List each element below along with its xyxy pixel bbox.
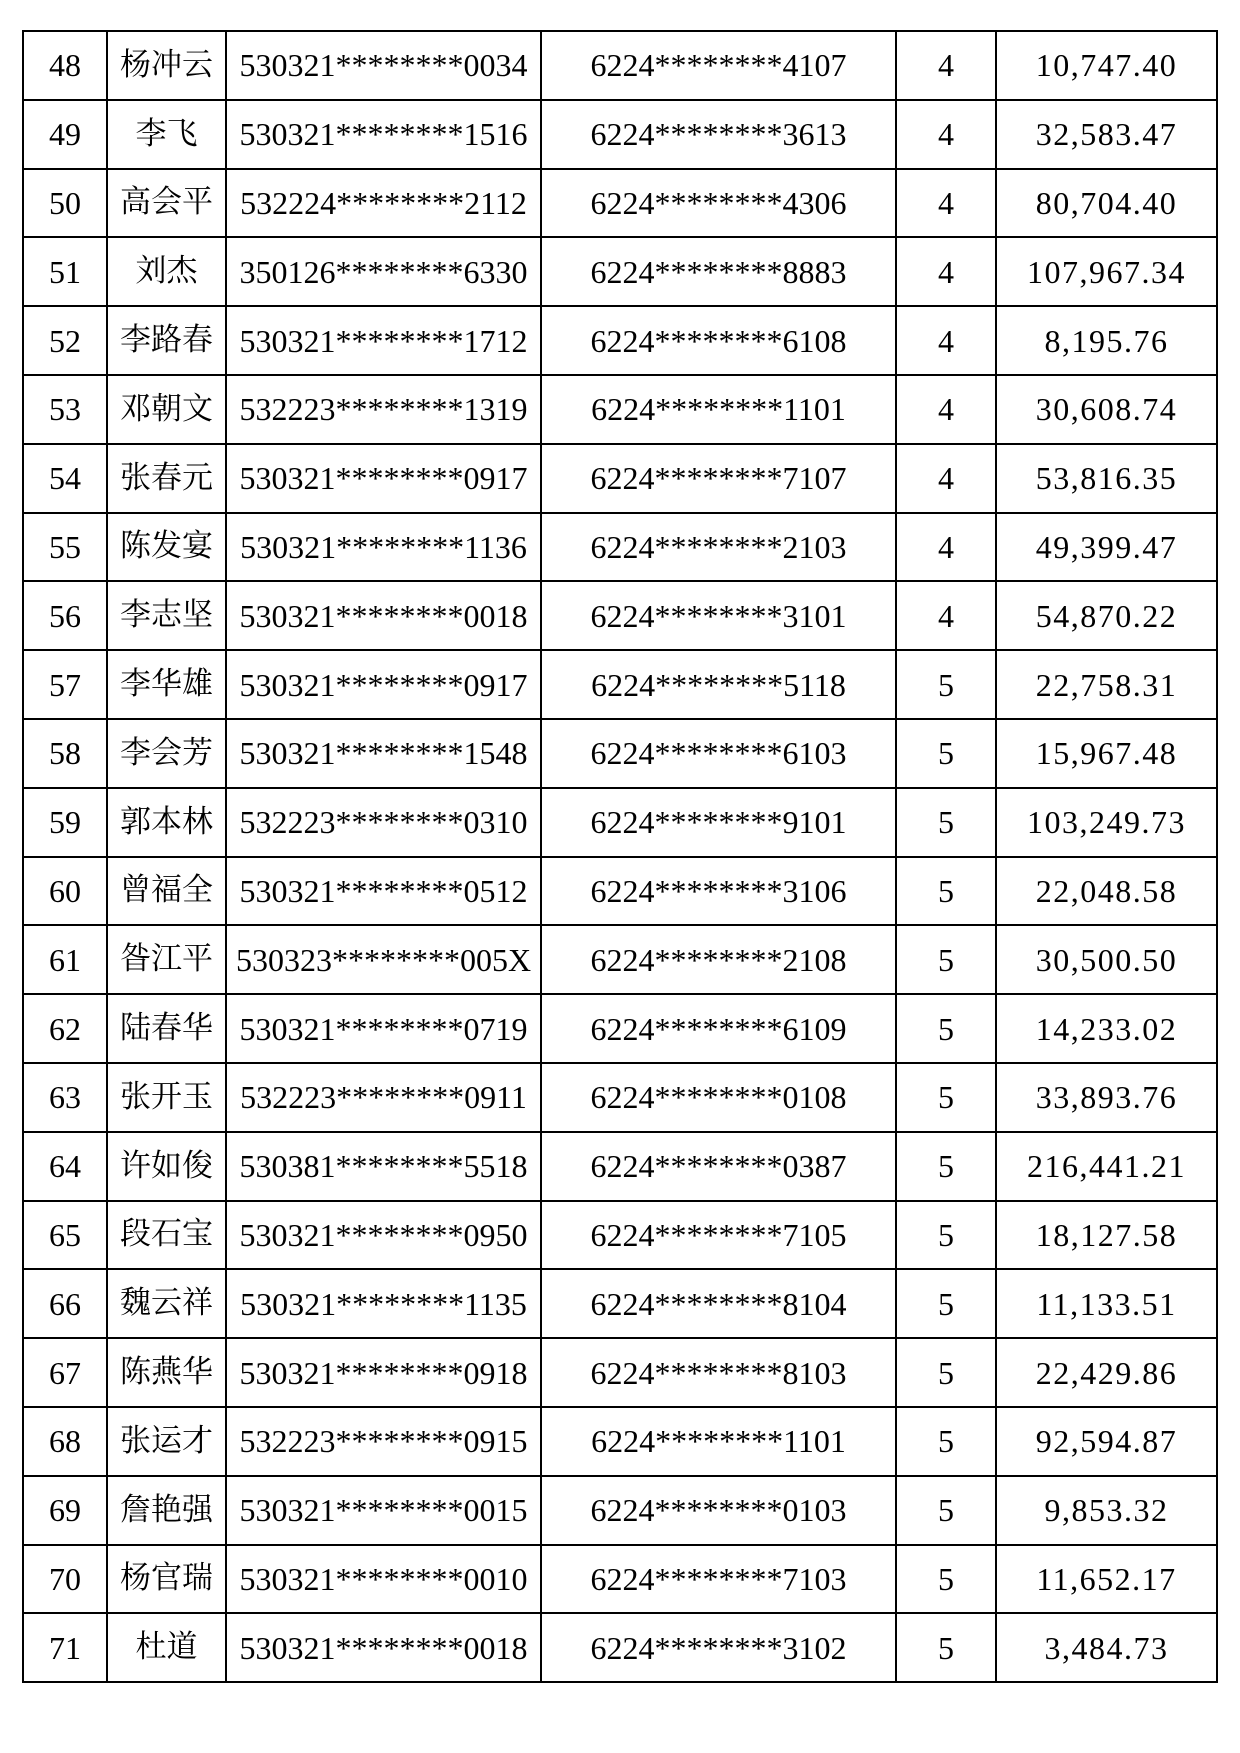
cell-name: 陈燕华 [107,1338,226,1407]
cell-card-number: 6224********3101 [541,581,896,650]
table-row [23,1545,1217,1614]
table-row [23,788,1217,857]
cell-name: 李志坚 [107,581,226,650]
cell-card-number: 6224********0108 [541,1063,896,1132]
table-row [23,1201,1217,1270]
cell-name: 陈发宴 [107,513,226,582]
cell-amount: 22,429.86 [996,1338,1217,1407]
data-table [22,30,1218,1683]
cell-amount: 15,967.48 [996,719,1217,788]
cell-group: 5 [896,925,996,994]
cell-amount: 32,583.47 [996,100,1217,169]
cell-group: 4 [896,31,996,100]
cell-name: 杜道 [107,1613,226,1682]
cell-group: 5 [896,994,996,1063]
cell-id-number: 530321********0918 [226,1338,541,1407]
cell-id-number: 530381********5518 [226,1132,541,1201]
cell-group: 5 [896,719,996,788]
cell-card-number: 6224********0103 [541,1476,896,1545]
cell-amount: 22,758.31 [996,650,1217,719]
cell-no: 71 [23,1613,107,1682]
cell-name: 张春元 [107,444,226,513]
table-row [23,375,1217,444]
cell-card-number: 6224********8883 [541,237,896,306]
table-row [23,237,1217,306]
cell-id-number: 530321********0917 [226,650,541,719]
cell-group: 5 [896,1613,996,1682]
cell-amount: 53,816.35 [996,444,1217,513]
cell-amount: 103,249.73 [996,788,1217,857]
table-row [23,581,1217,650]
cell-card-number: 6224********2108 [541,925,896,994]
cell-name: 曾福全 [107,857,226,926]
cell-name: 李会芳 [107,719,226,788]
table-row [23,1269,1217,1338]
cell-id-number: 530321********0719 [226,994,541,1063]
cell-name: 詹艳强 [107,1476,226,1545]
table-row [23,306,1217,375]
table-row [23,100,1217,169]
cell-no: 60 [23,857,107,926]
cell-name: 杨官瑞 [107,1545,226,1614]
cell-no: 63 [23,1063,107,1132]
cell-no: 59 [23,788,107,857]
cell-no: 69 [23,1476,107,1545]
table-row [23,444,1217,513]
cell-no: 58 [23,719,107,788]
cell-id-number: 530321********0010 [226,1545,541,1614]
cell-name: 李飞 [107,100,226,169]
cell-name: 邓朝文 [107,375,226,444]
cell-id-number: 530321********1548 [226,719,541,788]
cell-id-number: 530321********1135 [226,1269,541,1338]
cell-no: 67 [23,1338,107,1407]
table-row [23,925,1217,994]
cell-amount: 33,893.76 [996,1063,1217,1132]
cell-card-number: 6224********1101 [541,1407,896,1476]
cell-card-number: 6224********5118 [541,650,896,719]
cell-card-number: 6224********4306 [541,169,896,238]
cell-no: 48 [23,31,107,100]
table-row [23,1613,1217,1682]
cell-no: 68 [23,1407,107,1476]
cell-group: 5 [896,1063,996,1132]
table-row [23,1407,1217,1476]
cell-no: 70 [23,1545,107,1614]
cell-name: 张开玉 [107,1063,226,1132]
cell-no: 53 [23,375,107,444]
table-row [23,169,1217,238]
cell-amount: 9,853.32 [996,1476,1217,1545]
cell-id-number: 530321********0034 [226,31,541,100]
cell-amount: 107,967.34 [996,237,1217,306]
cell-amount: 10,747.40 [996,31,1217,100]
cell-group: 4 [896,444,996,513]
cell-id-number: 530321********1516 [226,100,541,169]
cell-group: 5 [896,1132,996,1201]
cell-id-number: 530323********005X [226,925,541,994]
cell-card-number: 6224********3106 [541,857,896,926]
cell-id-number: 532223********0915 [226,1407,541,1476]
cell-amount: 49,399.47 [996,513,1217,582]
cell-no: 51 [23,237,107,306]
cell-card-number: 6224********7103 [541,1545,896,1614]
cell-group: 4 [896,237,996,306]
cell-id-number: 530321********0917 [226,444,541,513]
cell-group: 5 [896,1476,996,1545]
cell-group: 5 [896,1338,996,1407]
cell-card-number: 6224********1101 [541,375,896,444]
cell-card-number: 6224********7105 [541,1201,896,1270]
cell-amount: 18,127.58 [996,1201,1217,1270]
cell-no: 52 [23,306,107,375]
cell-no: 49 [23,100,107,169]
cell-no: 61 [23,925,107,994]
cell-name: 魏云祥 [107,1269,226,1338]
table-row [23,513,1217,582]
cell-amount: 22,048.58 [996,857,1217,926]
cell-group: 4 [896,513,996,582]
cell-card-number: 6224********8104 [541,1269,896,1338]
cell-group: 4 [896,306,996,375]
cell-no: 50 [23,169,107,238]
cell-id-number: 532223********0911 [226,1063,541,1132]
cell-group: 5 [896,857,996,926]
cell-id-number: 532223********0310 [226,788,541,857]
cell-name: 陆春华 [107,994,226,1063]
table-row [23,31,1217,100]
cell-card-number: 6224********8103 [541,1338,896,1407]
cell-amount: 54,870.22 [996,581,1217,650]
cell-id-number: 530321********0512 [226,857,541,926]
cell-no: 62 [23,994,107,1063]
cell-card-number: 6224********6108 [541,306,896,375]
cell-card-number: 6224********6103 [541,719,896,788]
table-row [23,1063,1217,1132]
cell-amount: 80,704.40 [996,169,1217,238]
table-row [23,650,1217,719]
cell-id-number: 530321********0018 [226,581,541,650]
cell-name: 杨冲云 [107,31,226,100]
cell-no: 54 [23,444,107,513]
cell-name: 李华雄 [107,650,226,719]
cell-no: 65 [23,1201,107,1270]
cell-group: 5 [896,1407,996,1476]
cell-name: 段石宝 [107,1201,226,1270]
cell-id-number: 530321********1712 [226,306,541,375]
cell-id-number: 530321********0950 [226,1201,541,1270]
table-body [23,31,1217,1682]
cell-card-number: 6224********4107 [541,31,896,100]
cell-card-number: 6224********7107 [541,444,896,513]
table-row [23,1476,1217,1545]
cell-name: 李路春 [107,306,226,375]
cell-amount: 8,195.76 [996,306,1217,375]
cell-group: 4 [896,581,996,650]
cell-id-number: 530321********0018 [226,1613,541,1682]
cell-no: 66 [23,1269,107,1338]
cell-card-number: 6224********9101 [541,788,896,857]
cell-no: 55 [23,513,107,582]
cell-amount: 11,133.51 [996,1269,1217,1338]
cell-group: 5 [896,1269,996,1338]
cell-amount: 14,233.02 [996,994,1217,1063]
cell-name: 许如俊 [107,1132,226,1201]
cell-name: 昝江平 [107,925,226,994]
cell-id-number: 532224********2112 [226,169,541,238]
cell-group: 4 [896,169,996,238]
cell-name: 郭本林 [107,788,226,857]
cell-card-number: 6224********2103 [541,513,896,582]
cell-amount: 11,652.17 [996,1545,1217,1614]
table-row [23,994,1217,1063]
cell-name: 刘杰 [107,237,226,306]
cell-card-number: 6224********3613 [541,100,896,169]
cell-name: 张运才 [107,1407,226,1476]
cell-name: 高会平 [107,169,226,238]
cell-amount: 3,484.73 [996,1613,1217,1682]
cell-amount: 30,500.50 [996,925,1217,994]
table-row [23,1338,1217,1407]
cell-no: 64 [23,1132,107,1201]
table-row [23,719,1217,788]
cell-amount: 30,608.74 [996,375,1217,444]
table-row [23,857,1217,926]
cell-group: 5 [896,1545,996,1614]
cell-id-number: 530321********0015 [226,1476,541,1545]
cell-amount: 216,441.21 [996,1132,1217,1201]
cell-id-number: 350126********6330 [226,237,541,306]
cell-no: 56 [23,581,107,650]
cell-amount: 92,594.87 [996,1407,1217,1476]
cell-group: 4 [896,375,996,444]
cell-id-number: 532223********1319 [226,375,541,444]
cell-group: 5 [896,650,996,719]
cell-id-number: 530321********1136 [226,513,541,582]
table-row [23,1132,1217,1201]
cell-card-number: 6224********0387 [541,1132,896,1201]
cell-group: 4 [896,100,996,169]
cell-group: 5 [896,788,996,857]
cell-group: 5 [896,1201,996,1270]
cell-card-number: 6224********3102 [541,1613,896,1682]
cell-card-number: 6224********6109 [541,994,896,1063]
cell-no: 57 [23,650,107,719]
